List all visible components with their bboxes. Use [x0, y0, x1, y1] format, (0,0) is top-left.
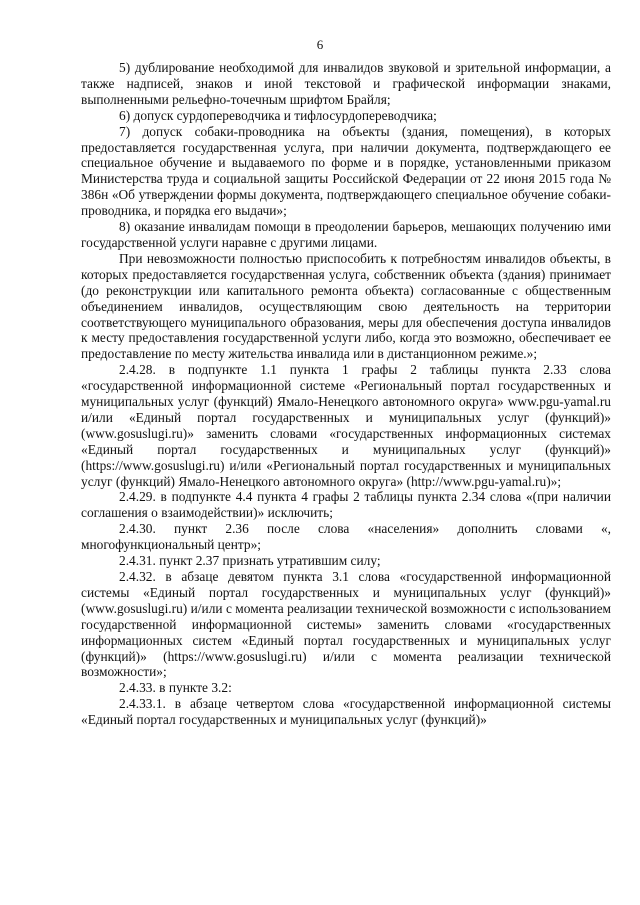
paragraph: 2.4.28. в подпункте 1.1 пункта 1 графы 2 таблицы пункта 2.33 слова «государственной информационной системе «Региональный портал государственных и муниципальных услуг (функций) Ямало-Ненецкого автономного округа» www.pgu-yamal.ru и/или «Единый портал государственных и муниципальных услуг (функций)» (www.gosuslugi.ru)» заменить словами «государственных информационных системах «Единый портал государственных и муниципальных услуг (функций)» (https://www.gosuslugi.ru) и/или «Региональный портал государственных и муниципальных услуг (функций) Ямало-Ненецкого автономного округа» (http://www.pgu-yamal.ru)»; [81, 362, 611, 489]
paragraph: 2.4.29. в подпункте 4.4 пункта 4 графы 2 таблицы пункта 2.34 слова «(при наличии соглашения о взаимодействии)» исключить; [81, 489, 611, 521]
paragraph: 2.4.33. в пункте 3.2: [119, 680, 232, 696]
paragraph: 6) допуск сурдопереводчика и тифлосурдопереводчика; [119, 107, 437, 123]
paragraph: 5) дублирование необходимой для инвалидов звуковой и зрительной информации, а также надписей, знаков и иной текстовой и графической информации знаками, выполненными рельефно-точечным шрифтом Брайля; [81, 60, 611, 107]
paragraph: 2.4.33.1. в абзаце четвертом слова «государственной информационной системы «Единый портал государственных и муниципальных услуг (функций)» [81, 696, 611, 728]
page-number: 6 [316, 37, 324, 52]
paragraph: 7) допуск собаки-проводника на объекты (здания, помещения), в которых предоставляется государственная услуга, при наличии документа, подтверждающего ее специальное обучение и выдаваемого по форме и в порядке, установленными приказом Министерства труда и социальной защиты Российской Федерации от 22 июня 2015 года № 386н «Об утверждении формы документа, подтверждающего специальное обучение собаки-проводника, и порядка его выдачи»; [81, 123, 611, 219]
paragraph: 2.4.30. пункт 2.36 после слова «населения» дополнить словами «, многофункциональный центр»; [81, 521, 611, 553]
paragraph: 2.4.32. в абзаце девятом пункта 3.1 слова «государственной информационной системы «Единый портал государственных и муниципальных услуг (функций)» (www.gosuslugi.ru) и/или с момента реализации технической возможности с использованием государственной информационной системы» заменить словами «государственных информационных систем «Единый портал государственных и муниципальных услуг (функций)» (https://www.gosuslugi.ru) и/или с момента реализации технической возможности»; [81, 569, 611, 680]
document-body [81, 60, 611, 728]
paragraph: При невозможности полностью приспособить к потребностям инвалидов объекты, в которых предоставляется государственная услуга, собственник объекта (здания) принимает (до реконструкции или капитального ремонта объекта) согласованные с общественным объединением инвалидов, осуществляющим свою деятельность на территории соответствующего муниципального образования, меры для обеспечения доступа инвалидов к месту предоставления государственной услуги либо, когда это возможно, обеспечивает ее предоставление по месту жительства инвалида или в дистанционном режиме.»; [81, 250, 611, 362]
paragraph: 2.4.31. пункт 2.37 признать утратившим силу; [119, 553, 381, 569]
paragraph: 8) оказание инвалидам помощи в преодолении барьеров, мешающих получению ими государственной услуги наравне с другими лицами. [81, 219, 611, 250]
